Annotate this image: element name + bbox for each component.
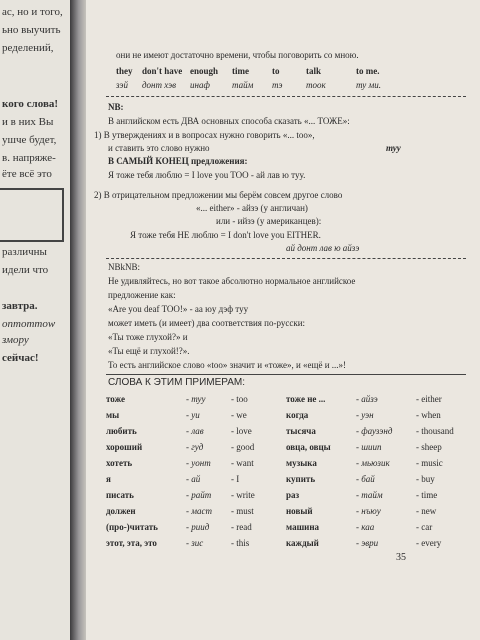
- intro-eng-word: they: [116, 66, 133, 76]
- nb-line: Я тоже тебя НЕ люблю = I don't love you EITHER.: [130, 230, 321, 240]
- vocab-cell: - риид: [186, 522, 210, 532]
- nbknb-line: может иметь (и имеет) два соответствия по-русски:: [108, 318, 306, 328]
- vocab-row: [106, 391, 466, 407]
- vocab-cell: - уи: [186, 410, 200, 420]
- vocab-row: [106, 423, 466, 439]
- vocab-cell: тоже не ...: [286, 394, 326, 404]
- nb-line: ай донт лав ю айзэ: [286, 243, 360, 253]
- left-line: ёте всё это: [2, 168, 52, 180]
- vocab-cell: - айзэ: [356, 394, 378, 404]
- vocab-cell: - when: [416, 410, 441, 420]
- left-line: оптоттоw: [2, 318, 56, 330]
- vocab-cell: - want: [231, 458, 254, 468]
- nb-line: 2) В отрицательном предложении мы берём совсем другое слово: [94, 190, 343, 200]
- vocab-cell: - either: [416, 394, 442, 404]
- vocab-cell: мы: [106, 410, 120, 420]
- vocab-row: [106, 535, 466, 551]
- left-line: в. напряже-: [2, 152, 56, 164]
- intro-tr-word: донт хэв: [142, 80, 177, 90]
- vocab-cell: - тайм: [356, 490, 383, 500]
- intro-tr-word: инаф: [190, 80, 210, 90]
- vocab-cell: я: [106, 474, 111, 484]
- left-page: [0, 0, 78, 640]
- intro-eng-word: time: [232, 66, 249, 76]
- intro-eng-word: talk: [306, 66, 322, 76]
- vocab-cell: - every: [416, 538, 442, 548]
- intro-tr-word: тайм: [232, 80, 254, 90]
- vocab-cell: - we: [231, 410, 247, 420]
- vocab-cell: - music: [416, 458, 443, 468]
- vocab-cell: - this: [231, 538, 250, 548]
- left-line: различны: [2, 246, 47, 258]
- vocab-cell: - good: [231, 442, 255, 452]
- vocab-cell: - райт: [186, 490, 212, 500]
- intro-eng-word: enough: [190, 66, 219, 76]
- vocab-cell: - гуд: [186, 442, 204, 452]
- vocab-cell: хотеть: [106, 458, 133, 468]
- nb-line: Я тоже тебя люблю = I love you TOO - ай лав ю туу.: [108, 170, 306, 180]
- divider: [106, 374, 466, 375]
- vocab-cell: (про-)читать: [106, 522, 158, 532]
- vocab-cell: - шиип: [356, 442, 382, 452]
- nbknb-line: предложение как:: [108, 290, 176, 300]
- intro-eng-word: to: [272, 66, 280, 76]
- intro-tr-word: тоок: [306, 80, 326, 90]
- vocab-cell: - new: [416, 506, 437, 516]
- vocab-row: [106, 439, 466, 455]
- vocab-cell: - read: [231, 522, 252, 532]
- nb-line: В САМЫЙ КОНЕЦ предложения:: [108, 156, 248, 166]
- vocab-cell: - мьюзик: [356, 458, 390, 468]
- vocab-cell: - ай: [186, 474, 201, 484]
- divider: [106, 96, 466, 97]
- intro-line: они не имеют достаточно времени, чтобы поговорить со мною.: [116, 50, 359, 60]
- vocab-cell: - нъюу: [356, 506, 381, 516]
- vocab-cell: тоже: [106, 394, 125, 404]
- vocab-cell: музыка: [286, 458, 317, 468]
- vocab-cell: - туу: [186, 394, 206, 404]
- vocab-cell: машина: [286, 522, 320, 532]
- vocab-row: [106, 519, 466, 535]
- vocab-cell: - time: [416, 490, 438, 500]
- left-line: и в них Вы: [2, 116, 54, 128]
- vocab-cell: - buy: [416, 474, 435, 484]
- vocab-cell: - sheep: [416, 442, 442, 452]
- vocab-cell: этот, эта, это: [106, 538, 157, 548]
- vocab-cell: - эври: [356, 538, 379, 548]
- vocab-cell: - thousand: [416, 426, 454, 436]
- left-line: сейчас!: [2, 352, 39, 364]
- nbknb-line: То есть английское слово «too» значит и «тоже», и «ещё и ...»!: [108, 360, 347, 370]
- intro-tr-word: тэ: [272, 80, 283, 90]
- left-box: [0, 188, 64, 242]
- vocab-cell: - уонт: [186, 458, 211, 468]
- page-number: 35: [396, 552, 406, 563]
- vocab-cell: любить: [106, 426, 137, 436]
- nbknb-line: «Are you deaf TOO!» - аа юу дэф туу: [108, 304, 249, 314]
- vocab-cell: - write: [231, 490, 255, 500]
- vocab-cell: новый: [286, 506, 313, 516]
- intro-eng-word: don't have: [142, 66, 183, 76]
- divider: [106, 258, 466, 259]
- vocab-cell: купить: [286, 474, 316, 484]
- left-line: кого слова!: [2, 98, 59, 110]
- vocab-cell: - car: [416, 522, 433, 532]
- nb-line: и ставить это слово нужно: [108, 143, 210, 153]
- vocab-row: [106, 487, 466, 503]
- vocab-cell: каждый: [286, 538, 319, 548]
- vocab-cell: когда: [286, 410, 309, 420]
- vocab-cell: тысяча: [286, 426, 316, 436]
- vocab-cell: - бай: [356, 474, 375, 484]
- left-line: ас, но и того,: [2, 6, 63, 18]
- vocab-cell: - маст: [186, 506, 212, 516]
- nb-line: «... either» - айзэ (у англичан): [196, 203, 308, 213]
- nbknb-line: «Ты ещё и глухой!?».: [108, 346, 190, 356]
- vocab-table: [106, 391, 466, 551]
- vocab-row: [106, 503, 466, 519]
- vocab-row: [106, 471, 466, 487]
- nb-transcription: туу: [386, 143, 401, 153]
- vocab-cell: - I: [231, 474, 240, 484]
- nb-line: или - ийзэ (у американцев):: [216, 216, 322, 226]
- intro-tr-word: зэй: [116, 80, 128, 90]
- left-line: завтра.: [2, 300, 38, 312]
- vocab-row: [106, 455, 466, 471]
- vocab-cell: раз: [286, 490, 300, 500]
- nb-line: 1) В утверждениях и в вопросах нужно говорить «... too»,: [94, 130, 315, 140]
- nb-line: В английском есть ДВА основных способа сказать «... ТОЖЕ»:: [108, 116, 350, 126]
- left-line: идели что: [2, 264, 49, 276]
- vocab-cell: - зис: [186, 538, 204, 548]
- vocab-cell: писать: [106, 490, 134, 500]
- vocab-cell: должен: [106, 506, 136, 516]
- vocab-cell: - уэн: [356, 410, 374, 420]
- vocab-row: [106, 407, 466, 423]
- left-line: ушче будет,: [2, 134, 57, 146]
- vocab-cell: - love: [231, 426, 252, 436]
- left-line: ределений,: [2, 42, 54, 54]
- nbknb-line: «Ты тоже глухой?» и: [108, 332, 188, 342]
- vocab-cell: овца, овцы: [286, 442, 331, 452]
- intro-eng-word: to me.: [356, 66, 380, 76]
- nbknb-line: Не удивляйтесь, но вот такое абсолютно нормальное английское: [108, 276, 356, 286]
- right-page: [86, 0, 480, 640]
- vocab-cell: - too: [231, 394, 248, 404]
- vocab-cell: - фаузэнд: [356, 426, 393, 436]
- vocab-cell: - каа: [356, 522, 375, 532]
- vocab-cell: - must: [231, 506, 254, 516]
- vocab-cell: хороший: [106, 442, 143, 452]
- intro-tr-word: ту ми.: [356, 80, 382, 90]
- nbknb-title: NBkNB:: [108, 262, 141, 272]
- vocab-cell: - лав: [186, 426, 204, 436]
- left-line: змору: [2, 334, 29, 346]
- vocab-title: СЛОВА К ЭТИМ ПРИМЕРАМ:: [108, 377, 246, 388]
- left-line: ьно выучить: [2, 24, 61, 36]
- nb-title: NB:: [108, 102, 124, 112]
